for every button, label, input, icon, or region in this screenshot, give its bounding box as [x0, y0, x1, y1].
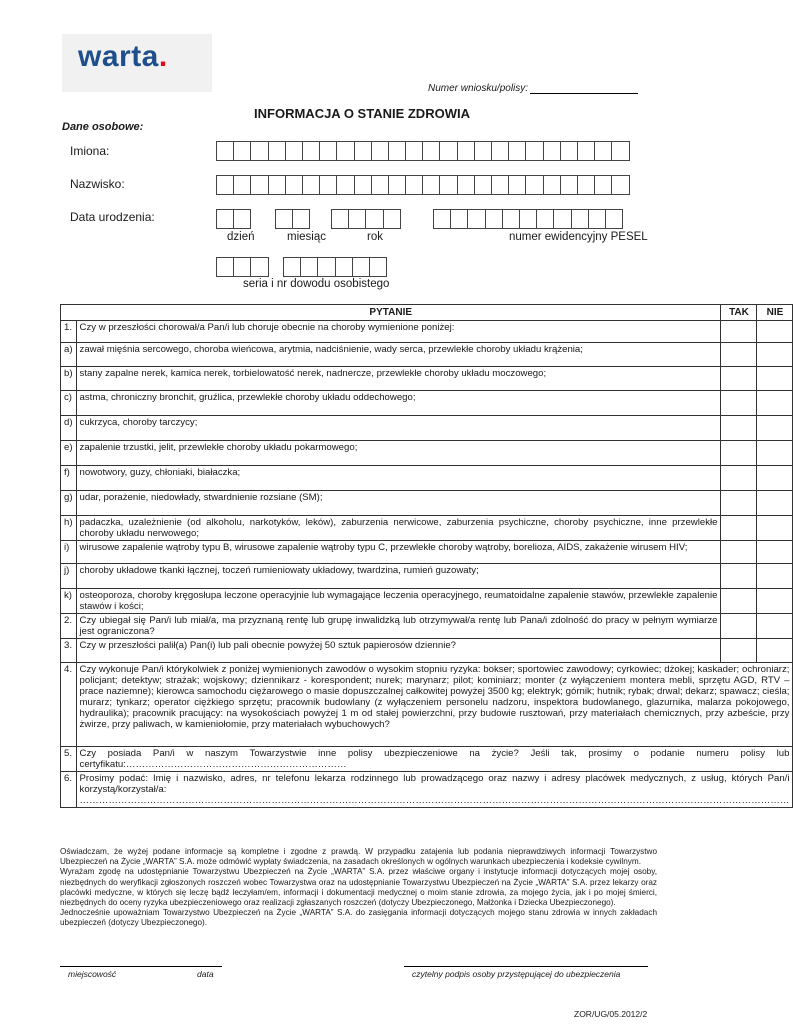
char-box[interactable]: [268, 141, 286, 161]
question-row: [61, 416, 793, 441]
question-header: PYTANIE: [61, 305, 721, 321]
question-number: 6.: [61, 772, 77, 808]
char-box[interactable]: [433, 209, 451, 229]
char-box[interactable]: [371, 141, 389, 161]
char-box[interactable]: [543, 175, 561, 195]
yes-checkbox-cell[interactable]: [721, 516, 757, 541]
no-checkbox-cell[interactable]: [757, 516, 793, 541]
id-number-boxes[interactable]: [283, 257, 386, 277]
char-box[interactable]: [594, 175, 612, 195]
first-name-label: Imiona:: [70, 144, 110, 158]
char-box[interactable]: [233, 175, 251, 195]
no-checkbox-cell[interactable]: [757, 416, 793, 441]
question-row: [61, 491, 793, 516]
question-text: osteoporoza, choroby kręgosłupa leczone operacyjnie lub wymagające leczenia operacyjnego, reumatoidalne zapalenie stawów, przewlekłe zapalenie stawów i kości;: [76, 589, 721, 614]
no-checkbox-cell[interactable]: [757, 367, 793, 391]
yes-checkbox-cell[interactable]: [721, 367, 757, 391]
char-box[interactable]: [275, 209, 293, 229]
question-number: 1.: [61, 321, 77, 343]
char-box[interactable]: [525, 175, 543, 195]
char-box[interactable]: [216, 209, 234, 229]
no-checkbox-cell[interactable]: [757, 541, 793, 564]
no-checkbox-cell[interactable]: [757, 343, 793, 367]
no-checkbox-cell[interactable]: [757, 614, 793, 639]
char-box[interactable]: [439, 175, 457, 195]
day-caption: dzień: [227, 231, 255, 243]
question-text: udar, porażenie, niedowłady, stwardnienie rozsiane (SM);: [76, 491, 721, 516]
char-box[interactable]: [485, 209, 503, 229]
question-row: [61, 516, 793, 541]
char-box[interactable]: [336, 141, 354, 161]
char-box[interactable]: [268, 175, 286, 195]
question-row: [61, 614, 793, 639]
question-text: choroby układowe tkanki łącznej, toczeń rumieniowaty układowy, twardzina, rumień guzowaty;: [76, 564, 721, 589]
char-box[interactable]: [336, 175, 354, 195]
char-box[interactable]: [439, 141, 457, 161]
question-number: 4.: [61, 663, 77, 747]
questions-body: [61, 321, 793, 808]
yes-header: TAK: [721, 305, 757, 321]
question-text: padaczka, uzależnienie (od alkoholu, narkotyków, leków), zaburzenia nerwicowe, zaburzenia psychiczne, choroby psychiczne, inne przewlekłe choroby układu nerwowego;: [76, 516, 721, 541]
pesel-caption: numer ewidencyjny PESEL: [509, 231, 648, 243]
yes-checkbox-cell[interactable]: [721, 564, 757, 589]
question-row: [61, 343, 793, 367]
no-checkbox-cell[interactable]: [757, 441, 793, 466]
char-box[interactable]: [611, 141, 629, 161]
no-checkbox-cell[interactable]: [757, 321, 793, 343]
yes-checkbox-cell[interactable]: [721, 491, 757, 516]
question-text: Czy wykonuje Pan/i którykolwiek z poniżej wymienionych zawodów o wysokim stopniu ryzyka: bokser; sportowiec zawodowy; cyrkowiec; dżokej; kaskader; ochroniarz; policjant; detektyw; strażak; wojskowy; dziennikarz - korespondent; nurek; marynarz; pilot; kominiarz; monter (z wyłączeniem montera mebli, sprzętu AGD, RTV – prace naziemne); kierowca samochodu ciężarowego o masie dopuszczalnej całkowitej powyżej 3500 kg; elektryk; górnik; hutnik; rybak; drwal; dekarz; spawacz; cieśla; murarz; tynkarz; operator ciężkiego sprzętu; pracownik budowlany (z wyłączeniem personelu nadzoru, inspektora budowlanego, glazurnika, malarza pokojowego, hydraulika); pracownik pracujący: na wysokościach powyżej 1 m od stałej powierzchni, przy budowie rusztowań, przy materiałach chemicznych, przy azbeście, przy żwirze, przy paliwach, w kamieniołomie, przy materiałach wybuchowych?: [76, 663, 793, 747]
birth-month-boxes[interactable]: [275, 209, 309, 229]
char-box[interactable]: [405, 141, 423, 161]
question-text: Czy w przeszłości chorował/a Pan/i lub choruje obecnie na choroby wymienione poniżej:: [76, 321, 721, 343]
question-row: [61, 466, 793, 491]
question-number: a): [61, 343, 77, 367]
question-number: 3.: [61, 639, 77, 663]
yes-checkbox-cell[interactable]: [721, 321, 757, 343]
question-text: Czy w przeszłości palił(a) Pan(i) lub pali obecnie powyżej 50 sztuk papierosów dziennie?: [76, 639, 721, 663]
question-text: astma, chroniczny bronchit, gruźlica, przewlekłe choroby układu oddechowego;: [76, 391, 721, 416]
question-number: e): [61, 441, 77, 466]
char-box[interactable]: [577, 175, 595, 195]
question-text: nowotwory, guzy, chłoniaki, białaczka;: [76, 466, 721, 491]
char-box[interactable]: [302, 141, 320, 161]
char-box[interactable]: [302, 175, 320, 195]
question-number: c): [61, 391, 77, 416]
birth-date-label: Data urodzenia:: [70, 210, 155, 224]
question-row: [61, 391, 793, 416]
char-box[interactable]: [319, 141, 337, 161]
declaration-authorization: Jednocześnie upoważniam Towarzystwo Ubezpieczeń na Życie „WARTA” S.A. do zasięgania informacji dotyczących mojego stanu zdrowia w innych zakładach ubezpieczeń (dotyczy Ubezpieczonego).: [60, 908, 657, 928]
char-box[interactable]: [354, 175, 372, 195]
question-text: stany zapalne nerek, kamica nerek, torbielowatość nerek, nadnercze, przewlekłe choroby układu moczowego;: [76, 367, 721, 391]
char-box[interactable]: [508, 175, 526, 195]
char-box[interactable]: [292, 209, 310, 229]
char-box[interactable]: [543, 141, 561, 161]
char-box[interactable]: [508, 141, 526, 161]
char-box[interactable]: [283, 257, 301, 277]
question-text: cukrzyca, choroby tarczycy;: [76, 416, 721, 441]
place-date-line[interactable]: [60, 966, 222, 967]
policy-number-field[interactable]: [428, 83, 638, 94]
first-name-boxes[interactable]: [216, 141, 629, 161]
declarations: [60, 847, 657, 929]
birth-day-boxes[interactable]: [216, 209, 250, 229]
char-box[interactable]: [422, 141, 440, 161]
char-box[interactable]: [285, 141, 303, 161]
signature-caption: czytelny podpis osoby przystępującej do ubezpieczenia: [412, 969, 621, 979]
char-box[interactable]: [233, 141, 251, 161]
personal-data-label: Dane osobowe:: [62, 121, 144, 133]
char-box[interactable]: [388, 141, 406, 161]
char-box[interactable]: [467, 209, 485, 229]
no-checkbox-cell[interactable]: [757, 466, 793, 491]
question-number: k): [61, 589, 77, 614]
question-row: [61, 321, 793, 343]
yes-checkbox-cell[interactable]: [721, 541, 757, 564]
char-box[interactable]: [331, 209, 349, 229]
yes-checkbox-cell[interactable]: [721, 441, 757, 466]
char-box[interactable]: [250, 175, 268, 195]
question-row: [61, 663, 793, 747]
char-box[interactable]: [571, 209, 589, 229]
char-box[interactable]: [577, 141, 595, 161]
char-box[interactable]: [250, 141, 268, 161]
char-box[interactable]: [371, 175, 389, 195]
month-caption: miesiąc: [287, 231, 326, 243]
question-row: [61, 441, 793, 466]
question-row: [61, 772, 793, 808]
yes-checkbox-cell[interactable]: [721, 614, 757, 639]
warta-logo: warta.: [78, 40, 168, 73]
char-box[interactable]: [233, 209, 251, 229]
question-text: Czy ubiegał się Pan/i lub miał/a, ma przyznaną rentę lub grupę inwalidzką lub otrzymywał/a rentę lub Pana/i zdolność do pracy w pełnym wymiarze jest ograniczona?: [76, 614, 721, 639]
question-text: Prosimy podać: Imię i nazwisko, adres, nr telefonu lekarza rodzinnego lub prowadzącego oraz nazwy i adresy placówek medycznych, z usług, których Pan/i korzystą/korzystał/a: ……………………………………………………………………………………………………………………………………………………………………………………………………: [76, 772, 793, 808]
char-box[interactable]: [536, 209, 554, 229]
table-header-row: [61, 305, 793, 321]
char-box[interactable]: [383, 209, 401, 229]
char-box[interactable]: [525, 141, 543, 161]
no-checkbox-cell[interactable]: [757, 564, 793, 589]
question-number: 2.: [61, 614, 77, 639]
question-text: Czy posiada Pan/i w naszym Towarzystwie inne polisy ubezpieczeniowe na życie? Jeśli tak, prosimy o podanie numeru polisy lub certyfikatu:……………………………………………………………: [76, 747, 793, 772]
char-box[interactable]: [335, 257, 353, 277]
char-box[interactable]: [502, 209, 520, 229]
policy-number-line[interactable]: [530, 83, 638, 94]
char-box[interactable]: [605, 209, 623, 229]
id-caption: seria i nr dowodu osobistego: [243, 278, 390, 290]
char-box[interactable]: [491, 141, 509, 161]
no-checkbox-cell[interactable]: [757, 589, 793, 614]
char-box[interactable]: [216, 257, 234, 277]
pesel-boxes[interactable]: [433, 209, 622, 229]
char-box[interactable]: [553, 209, 571, 229]
question-number: h): [61, 516, 77, 541]
char-box[interactable]: [560, 175, 578, 195]
char-box[interactable]: [348, 209, 366, 229]
date-caption: data: [197, 969, 214, 979]
char-box[interactable]: [450, 209, 468, 229]
no-checkbox-cell[interactable]: [757, 491, 793, 516]
last-name-label: Nazwisko:: [70, 177, 125, 191]
char-box[interactable]: [594, 141, 612, 161]
place-caption: miejscowość: [68, 969, 117, 979]
question-text: wirusowe zapalenie wątroby typu B, wirusowe zapalenie wątroby typu C, przewlekłe choroby wątroby, borelioza, AIDS, zakażenie wirusem HIV;: [76, 541, 721, 564]
char-box[interactable]: [369, 257, 387, 277]
char-box[interactable]: [319, 175, 337, 195]
char-box[interactable]: [422, 175, 440, 195]
yes-checkbox-cell[interactable]: [721, 391, 757, 416]
char-box[interactable]: [611, 175, 629, 195]
char-box[interactable]: [388, 175, 406, 195]
char-box[interactable]: [233, 257, 251, 277]
char-box[interactable]: [317, 257, 335, 277]
char-box[interactable]: [491, 175, 509, 195]
char-box[interactable]: [285, 175, 303, 195]
question-row: [61, 747, 793, 772]
question-row: [61, 589, 793, 614]
year-caption: rok: [367, 231, 383, 243]
question-row: [61, 541, 793, 564]
question-number: 5.: [61, 747, 77, 772]
char-box[interactable]: [474, 141, 492, 161]
question-number: i): [61, 541, 77, 564]
char-box[interactable]: [519, 209, 537, 229]
form-code: ZOR/UG/05.2012/2: [574, 1009, 648, 1019]
yes-checkbox-cell[interactable]: [721, 466, 757, 491]
char-box[interactable]: [365, 209, 383, 229]
yes-checkbox-cell[interactable]: [721, 589, 757, 614]
char-box[interactable]: [352, 257, 370, 277]
char-box[interactable]: [588, 209, 606, 229]
question-number: d): [61, 416, 77, 441]
question-number: j): [61, 564, 77, 589]
char-box[interactable]: [474, 175, 492, 195]
char-box[interactable]: [354, 141, 372, 161]
birth-year-boxes[interactable]: [331, 209, 400, 229]
char-box[interactable]: [300, 257, 318, 277]
yes-checkbox-cell[interactable]: [721, 343, 757, 367]
question-row: [61, 367, 793, 391]
question-number: f): [61, 466, 77, 491]
question-text: zawał mięśnia sercowego, choroba wieńcowa, arytmia, nadciśnienie, wady serca, przewlekłe choroby układu krążenia;: [76, 343, 721, 367]
no-checkbox-cell[interactable]: [757, 391, 793, 416]
yes-checkbox-cell[interactable]: [721, 416, 757, 441]
question-row: [61, 639, 793, 663]
page-title: INFORMACJA O STANIE ZDROWIA: [254, 106, 470, 121]
char-box[interactable]: [405, 175, 423, 195]
question-number: b): [61, 367, 77, 391]
policy-number-label: Numer wniosku/polisy:: [428, 83, 529, 94]
no-checkbox-cell[interactable]: [757, 639, 793, 663]
question-number: g): [61, 491, 77, 516]
no-header: NIE: [757, 305, 793, 321]
id-series-boxes[interactable]: [216, 257, 268, 277]
signature-line[interactable]: [404, 966, 648, 967]
last-name-boxes[interactable]: [216, 175, 629, 195]
question-text: zapalenie trzustki, jelit, przewlekłe choroby układu pokarmowego;: [76, 441, 721, 466]
health-questions-table: [60, 304, 793, 808]
char-box[interactable]: [457, 175, 475, 195]
question-row: [61, 564, 793, 589]
char-box[interactable]: [457, 141, 475, 161]
declaration-consent: Wyrażam zgodę na udostępnianie Towarzystwu Ubezpieczeń na Życie „WARTA” S.A. przez właściwe organy i instytucje informacji dotyczących mojej osoby, niezbędnych do weryfikacji zgłoszonych roszczeń wobec Towarzystwa oraz na udostępnianie Towarzystwu Ubezpieczeń na Życie „WARTA” S.A. przez lekarzy oraz placówki medyczne, w których się leczę bądź leczyłam/em, informacji i dokumentacji medycznej o moim stanie zdrowia, za mojego życia, jak i po mojej śmierci, niezbędnych do oceny ryzyka ubezpieczeniowego oraz realizacji zgłaszanych roszczeń (dotyczy Ubezpieczonego, Małżonka i Dziecka Ubezpieczonego).: [60, 867, 657, 908]
yes-checkbox-cell[interactable]: [721, 639, 757, 663]
char-box[interactable]: [216, 175, 234, 195]
char-box[interactable]: [216, 141, 234, 161]
char-box[interactable]: [560, 141, 578, 161]
char-box[interactable]: [250, 257, 268, 277]
declaration-truth: Oświadczam, że wyżej podane informacje są kompletne i zgodne z prawdą. W przypadku zatajenia lub podania nieprawdziwych informacji Towarzystwo Ubezpieczeń na Życie „WARTA” S.A. może odmówić wypłaty świadczenia, na zasadach określonych w ogólnych warunkach ubezpieczenia i kodeksie cywilnym.: [60, 847, 657, 867]
